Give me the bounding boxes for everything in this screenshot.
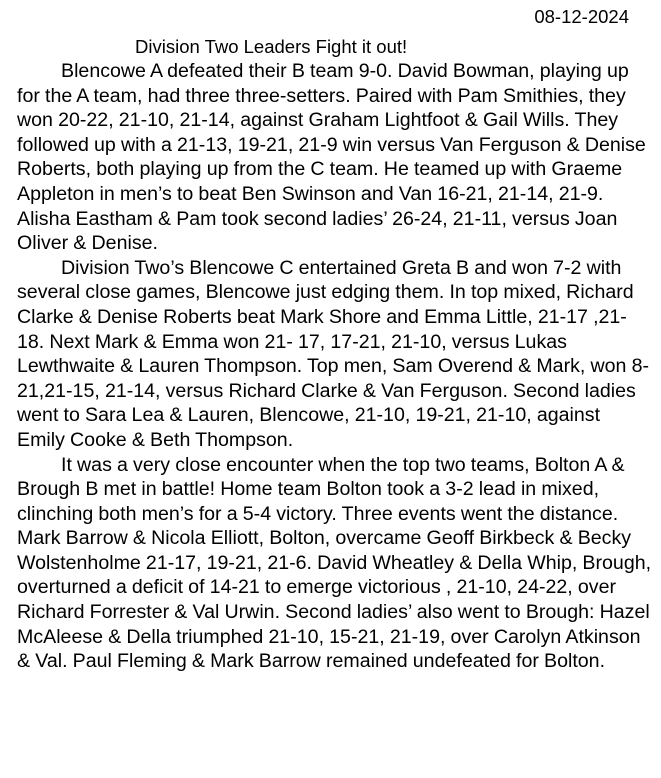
article-title: Division Two Leaders Fight it out!	[135, 36, 408, 57]
article-paragraph-2: Division Two’s Blencowe C entertained Greta B and won 7-2 with several close games, Blencowe just edging them. In top mixed, Richard Clarke & Denise Roberts beat Mark Shore and Emma Little, 21-17 ,21-18. Next Mark & Emma won 21- 17, 17-21, 21-10, versus Lukas Lewthwaite & Lauren Thompson. Top men, Sam Overend & Mark, won 8-21,21-15, 21-14, versus Richard Clarke & Van Ferguson. Second ladies went to Sara Lea & Lauren, Blencowe, 21-10, 19-21, 21-10, against Emily Cooke & Beth Thompson.	[17, 256, 650, 451]
document-date: 08-12-2024	[534, 6, 629, 27]
article-paragraph-3: It was a very close encounter when the top two teams, Bolton A & Brough B met in battle! Home team Bolton took a 3-2 lead in mixed, clinching both men’s for a 5-4 victory. Three events went the distance. Mark Barrow & Nicola Elliott, Bolton, overcame Geoff Birkbeck & Becky Wolstenholme 21-17, 19-21, 21-6. David Wheatley & Della Whip, Brough, overturned a deficit of 14-21 to emerge victorious , 21-10, 24-22, over Richard Forrester & Val Urwin. Second ladies’ also went to Brough: Hazel McAleese & Della triumphed 21-10, 15-21, 21-19, over Carolyn Atkinson & Val. Paul Fleming & Mark Barrow remained undefeated for Bolton.	[17, 453, 652, 673]
article-paragraph-1: Blencowe A defeated their B team 9-0. David Bowman, playing up for the A team, had three three-setters. Paired with Pam Smithies, they won 20-22, 21-10, 21-14, against Graham Lightfoot & Gail Wills. They followed up with a 21-13, 19-21, 21-9 win versus Van Ferguson & Denise Roberts, both playing up from the C team. He teamed up with Graeme Appleton in men’s to beat Ben Swinson and Van 16-21, 21-14, 21-9. Alisha Eastham & Pam took second ladies’ 26-24, 21-11, versus Joan Oliver & Denise.	[17, 60, 646, 255]
